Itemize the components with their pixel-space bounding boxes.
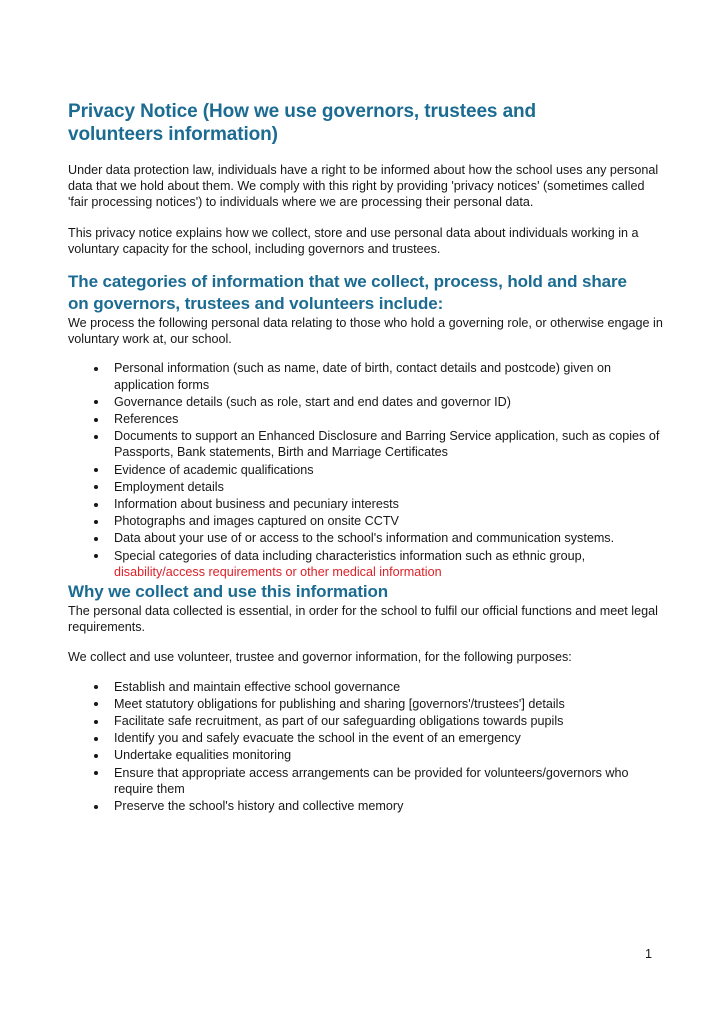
list-item-text: Establish and maintain effective school governance (114, 679, 401, 694)
bullet-dot-icon (94, 805, 98, 809)
list-item-text: Meet statutory obligations for publishing and sharing [governors'/trustees'] details (114, 696, 565, 711)
bullet-dot-icon (94, 435, 98, 439)
why-paragraph-1: The personal data collected is essential, in order for the school to fulfil our official functions and meet legal requirements. (68, 604, 658, 635)
list-item-special-categories (68, 548, 664, 580)
bullet-dot-icon (94, 754, 98, 758)
list-item (68, 513, 664, 529)
list-item (68, 462, 664, 478)
page-number: 1 (645, 947, 653, 961)
list-item (68, 496, 664, 512)
list-item-text: References (114, 412, 179, 427)
list-item-highlighted-text: disability/access requirements or other medical information (114, 564, 442, 579)
bullet-dot-icon (94, 702, 98, 706)
document-content (68, 100, 664, 815)
why-bullet-list (68, 679, 664, 815)
list-item (68, 479, 664, 495)
list-item (68, 530, 664, 546)
list-item (68, 411, 664, 427)
list-item-text: Preserve the school's history and collective memory (114, 799, 404, 814)
list-item-text: Facilitate safe recruitment, as part of our safeguarding obligations towards pupils (114, 714, 564, 729)
bullet-dot-icon (94, 418, 98, 422)
bullet-dot-icon (94, 520, 98, 524)
section-heading-categories: The categories of information that we collect, process, hold and share on governors, trustees and volunteers include: (68, 272, 627, 314)
why-paragraph-2: We collect and use volunteer, trustee and governor information, for the following purposes: (68, 650, 572, 665)
list-item-text: Undertake equalities monitoring (114, 748, 292, 763)
list-item-text: Ensure that appropriate access arrangements can be provided for volunteers/governors who require them (114, 765, 629, 796)
page-title: Privacy Notice (How we use governors, trustees and volunteers information) (68, 101, 537, 145)
bullet-dot-icon (94, 503, 98, 507)
bullet-dot-icon (94, 720, 98, 724)
list-item (68, 798, 664, 814)
bullet-dot-icon (94, 771, 98, 775)
list-item-text: Special categories of data including characteristics information such as ethnic group, (114, 548, 586, 563)
list-item (68, 679, 664, 695)
list-item (68, 360, 664, 392)
list-item (68, 696, 664, 712)
intro-paragraph-1: Under data protection law, individuals have a right to be informed about how the school uses any personal data that we hold about them. We comply with this right by providing 'privacy notices' (sometimes called 'fair processing notices') to individuals where we are processing their personal data. (68, 163, 659, 210)
bullet-dot-icon (94, 537, 98, 541)
intro-paragraph-2: This privacy notice explains how we collect, store and use personal data about individuals working in a voluntary capacity for the school, including governors and trustees. (68, 225, 639, 256)
section-heading-why-we-collect: Why we collect and use this information (68, 582, 389, 602)
list-item-text: Documents to support an Enhanced Disclosure and Barring Service application, such as copies of Passports, Bank statements, Birth and Marriage Certificates (114, 429, 660, 460)
categories-bullet-list (68, 360, 664, 580)
list-item-text: Data about your use of or access to the school's information and communication systems. (114, 531, 615, 546)
list-item-text: Governance details (such as role, start and end dates and governor ID) (114, 394, 511, 409)
bullet-dot-icon (94, 468, 98, 472)
list-item-text: Evidence of academic qualifications (114, 462, 314, 477)
list-item-text: Information about business and pecuniary interests (114, 497, 399, 512)
bullet-dot-icon (94, 685, 98, 689)
list-item (68, 394, 664, 410)
bullet-dot-icon (94, 554, 98, 558)
bullet-dot-icon (94, 485, 98, 489)
bullet-dot-icon (94, 400, 98, 404)
list-item (68, 428, 664, 460)
list-item-text: Identify you and safely evacuate the school in the event of an emergency (114, 731, 521, 746)
list-item (68, 765, 664, 797)
list-item-text: Employment details (114, 479, 224, 494)
bullet-dot-icon (94, 367, 98, 371)
list-item-text: Photographs and images captured on onsite CCTV (114, 514, 399, 529)
categories-intro-paragraph: We process the following personal data relating to those who hold a governing role, or otherwise engage in voluntary work at, our school. (68, 316, 663, 347)
bullet-dot-icon (94, 737, 98, 741)
list-item-text: Personal information (such as name, date of birth, contact details and postcode) given on application forms (114, 361, 612, 392)
list-item (68, 730, 664, 746)
list-item (68, 747, 664, 763)
list-item (68, 713, 664, 729)
